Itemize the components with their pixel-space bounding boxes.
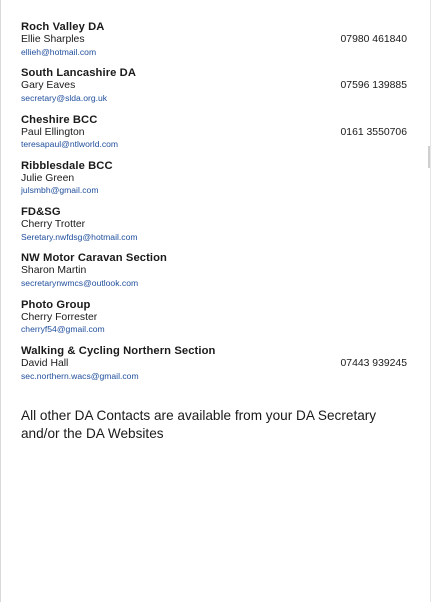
contact-email-link[interactable]: cherryf54@gmail.com [21, 324, 105, 335]
contact-entry-ribblesdale [21, 160, 409, 206]
contact-entry-fdsg [21, 206, 409, 252]
contact-person: Julie Green [21, 172, 75, 184]
contact-group-name: South Lancashire DA [21, 67, 137, 80]
contact-group-name: Ribblesdale BCC [21, 159, 113, 172]
contact-email-link[interactable]: secretarynwmcs@outlook.com [21, 277, 139, 288]
contact-group-name: Walking & Cycling Northern Section [21, 345, 216, 358]
contact-person: Paul Ellington [21, 126, 85, 138]
page-border [0, 0, 1, 602]
contact-entry-nw-motor-caravan [21, 252, 409, 298]
contact-group-name: NW Motor Caravan Section [21, 252, 167, 265]
contact-email-link[interactable]: teresapaul@ntlworld.com [21, 139, 119, 150]
contact-entry-cheshire [21, 114, 409, 160]
contact-phone: 07980 461840 [340, 34, 407, 45]
contact-entry-roch-valley [21, 21, 409, 67]
contact-person: Gary Eaves [21, 80, 76, 92]
contact-entry-photo-group [21, 299, 409, 345]
contact-entry-walking-cycling [21, 345, 409, 391]
contact-email-link[interactable]: Seretary.nwfdsg@hotmail.com [21, 231, 138, 242]
contact-phone: 0161 3550706 [340, 126, 407, 138]
contact-person: Cherry Trotter [21, 219, 86, 231]
footer-note: All other DA Contacts are available from your DA Secretary and/or the DA Websites [21, 408, 377, 441]
contact-person: Cherry Forrester [21, 311, 98, 323]
contact-group-name: Photo Group [21, 298, 91, 311]
contact-email-link[interactable]: secretary@slda.org.uk [21, 92, 108, 103]
contact-group-name: Cheshire BCC [21, 113, 98, 126]
contact-group-name: Roch Valley DA [21, 21, 105, 33]
contact-group-name: FD&SG [21, 206, 61, 219]
contact-entry-south-lancashire [21, 67, 409, 113]
contact-email-link[interactable]: julsmbh@gmail.com [21, 185, 99, 196]
scroll-indicator[interactable] [428, 146, 430, 168]
contact-person: Ellie Sharples [21, 34, 85, 45]
contact-phone: 07443 939245 [340, 358, 407, 370]
contact-list [21, 21, 409, 391]
contact-phone: 07596 139885 [340, 80, 407, 92]
contact-email-link[interactable]: ellieh@hotmail.com [21, 46, 97, 57]
contact-email-link[interactable]: sec.northern.wacs@gmail.com [21, 370, 139, 381]
contact-person: David Hall [21, 358, 69, 370]
contact-person: Sharon Martin [21, 265, 87, 277]
